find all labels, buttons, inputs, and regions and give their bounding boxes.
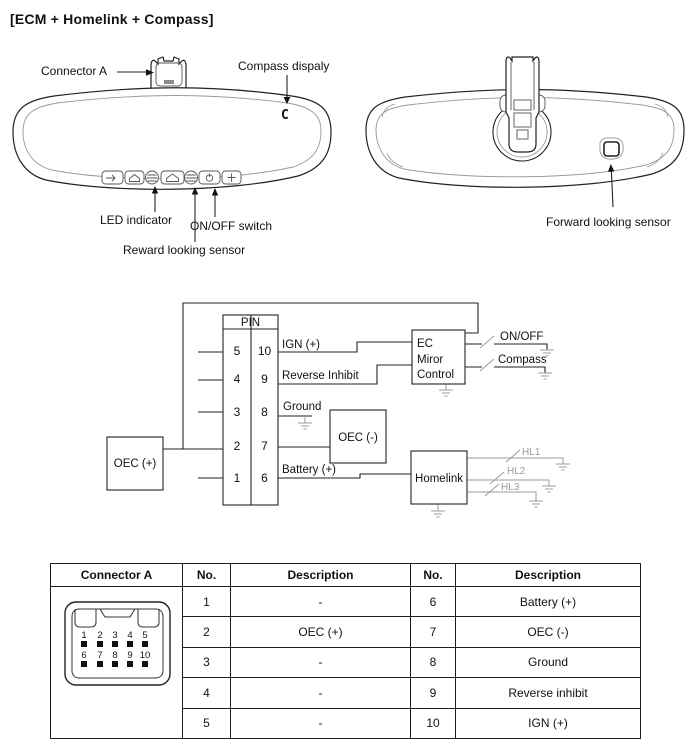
pin-number: 3 [233, 405, 241, 419]
pin-no-cell: 9 [411, 678, 456, 708]
home-button[interactable] [125, 171, 144, 184]
pin-desc-cell: OEC (+) [231, 617, 411, 647]
ec-box-label-line1: EC [417, 338, 433, 350]
ground-signal-label: Ground [283, 401, 322, 413]
connector-pin-number: 5 [141, 630, 148, 641]
connector-pin-number: 6 [80, 650, 87, 661]
connector-pin-number: 3 [111, 630, 118, 641]
connector-pin-number: 7 [96, 650, 103, 661]
connector-pin-table [50, 563, 641, 739]
connector-pin-number: 10 [139, 650, 150, 661]
pin-number: 4 [233, 372, 241, 386]
homelink-box-label: Homelink [415, 473, 463, 485]
header-no-left: No. [183, 564, 231, 587]
pin-number: 1 [233, 471, 241, 485]
on-off-button[interactable] [199, 171, 220, 184]
led-indicator-sensor [146, 171, 159, 184]
forward-sensor-label: Forward looking sensor [546, 215, 671, 229]
pin-desc-cell: IGN (+) [456, 708, 641, 738]
page-title: [ECM + Homelink + Compass] [10, 11, 214, 27]
ground-icon [542, 486, 556, 492]
header-no-right: No. [411, 564, 456, 587]
ground-icon [439, 384, 453, 396]
arm-detail [517, 130, 528, 139]
home-button-2[interactable] [161, 171, 184, 184]
arm-detail [514, 100, 531, 110]
pin-no-cell: 7 [411, 617, 456, 647]
oec-plus-box-label: OEC (+) [113, 458, 157, 470]
rear-mirror-drawing [366, 57, 684, 229]
hl3-wire [467, 492, 536, 501]
ground-icon [431, 504, 445, 517]
ign-signal-label: IGN (+) [282, 339, 321, 351]
pin-no-cell: 3 [183, 647, 231, 677]
pin-stub-wires [198, 352, 223, 478]
on-off-switch-label: ON/OFF switch [190, 219, 273, 233]
on-off-output-label: ON/OFF [500, 331, 544, 343]
hl1-wire [467, 458, 563, 464]
pin-no-cell: 1 [183, 587, 231, 617]
compass-display-reading: C [281, 108, 289, 123]
pin-number: 8 [261, 405, 268, 419]
pin-desc-cell: Ground [456, 647, 641, 677]
connector-pin-number: 8 [111, 650, 118, 661]
wiring-diagram [107, 303, 570, 517]
pin-no-cell: 5 [183, 708, 231, 738]
pin-table-header: PIN [240, 317, 261, 329]
switch-slash-icon [480, 336, 494, 348]
pin-desc-cell: OEC (-) [456, 617, 641, 647]
hl3-label: HL3 [501, 482, 520, 493]
pin-desc-cell: - [231, 678, 411, 708]
pin-desc-cell: Reverse inhibit [456, 678, 641, 708]
connector-a-drawing [52, 587, 182, 735]
connector-pin-number: 4 [126, 630, 133, 641]
arm-detail [514, 113, 531, 127]
connector-pin-number: 2 [96, 630, 103, 641]
header-description-right: Description [456, 564, 641, 587]
on-off-arrowhead-icon [212, 188, 218, 196]
connector-a-cell [51, 587, 183, 739]
header-description-left: Description [231, 564, 411, 587]
oec-minus-box-label: OEC (-) [338, 432, 378, 444]
switch-slash-icon [480, 359, 494, 371]
connector-pin-number: 1 [80, 630, 87, 641]
pin-no-cell: 2 [183, 617, 231, 647]
ground-icon [538, 373, 552, 379]
table-header-row [51, 564, 641, 587]
pin-desc-cell: - [231, 587, 411, 617]
forward-looking-sensor [604, 142, 619, 156]
mount-slot [164, 80, 174, 84]
compass-display-label: Compass dispaly [238, 59, 330, 73]
ec-box-label-line2: Miror [417, 354, 444, 366]
ground-icon [529, 501, 543, 507]
led-indicator-label: LED indicator [100, 213, 173, 227]
pin-no-cell: 10 [411, 708, 456, 738]
compass-output-label: Compass [498, 354, 547, 366]
pin-desc-cell: - [231, 647, 411, 677]
table-row [51, 587, 641, 617]
compass-wire [465, 367, 545, 373]
mirror-button[interactable] [102, 171, 123, 184]
ground-icon [298, 416, 312, 429]
rearward-looking-sensor [185, 171, 198, 184]
hl1-label: HL1 [522, 447, 541, 458]
front-mirror-drawing [13, 57, 331, 257]
header-connector-a: Connector A [51, 564, 183, 587]
pin-desc-cell: - [231, 708, 411, 738]
rearward-sensor-label: Reward looking sensor [123, 243, 246, 257]
connector-pin-number: 9 [126, 650, 133, 661]
hl2-label: HL2 [507, 466, 526, 477]
on-off-wire [465, 344, 547, 350]
switch-slash-icon [506, 450, 520, 462]
pin-number: 7 [261, 439, 268, 453]
pin-number: 10 [257, 344, 272, 358]
mirror-button-row [102, 171, 241, 184]
ec-box-label-line3: Control [417, 369, 455, 381]
switch-slash-icon [485, 484, 499, 496]
reverse-inhibit-signal-label: Reverse Inhibit [282, 370, 359, 382]
pin-no-cell: 8 [411, 647, 456, 677]
pin-number: 5 [233, 344, 241, 358]
pin-number: 2 [233, 439, 241, 453]
connector-a-label: Connector A [41, 64, 108, 78]
battery-signal-label: Battery (+) [282, 464, 337, 476]
pin-number: 9 [261, 372, 268, 386]
ground-icon [556, 464, 570, 470]
pin-no-cell: 6 [411, 587, 456, 617]
pin-no-cell: 4 [183, 678, 231, 708]
pin-desc-cell: Battery (+) [456, 587, 641, 617]
pin-number: 6 [261, 471, 268, 485]
